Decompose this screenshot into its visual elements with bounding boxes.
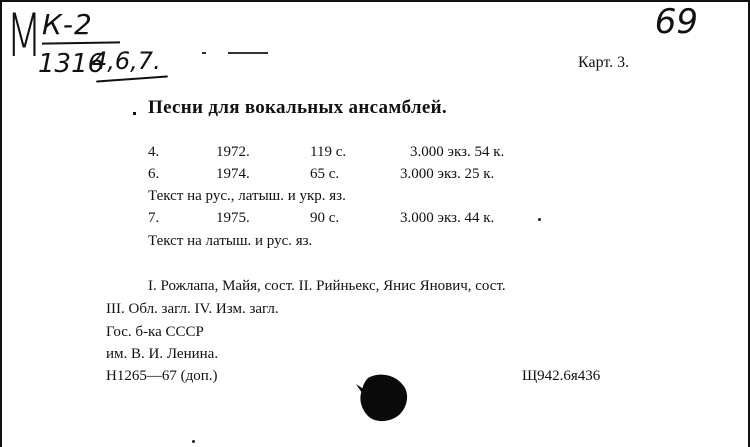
stray-dot xyxy=(192,440,195,443)
added-entries-line: I. Рожлапа, Майя, сост. II. Рийньекс, Янис Янович, сост. xyxy=(148,278,506,294)
edition-year: 1972. xyxy=(216,144,250,160)
added-entries-line: III. Обл. загл. IV. Изм. загл. xyxy=(106,301,279,317)
stray-dot xyxy=(538,218,541,221)
edition-pages: 119 с. xyxy=(310,144,347,160)
ink-blot xyxy=(354,370,414,426)
edition-run-price: 3.000 экз. 54 к. xyxy=(410,144,505,160)
handwritten-fraction-line xyxy=(42,41,120,44)
edition-year: 1975. xyxy=(216,210,250,226)
card-number: Карт. 3. xyxy=(578,54,630,71)
edition-row xyxy=(148,209,628,227)
library-name: им. В. И. Ленина. xyxy=(106,346,219,362)
handwritten-letter: М xyxy=(6,1,43,71)
dash-mark xyxy=(228,52,268,54)
edition-pages: 90 с. xyxy=(310,210,340,226)
language-note: Текст на рус., латыш. и укр. яз. xyxy=(148,188,346,204)
catalog-number: Н1265—67 (доп.) xyxy=(106,368,218,384)
edition-number: 7. xyxy=(148,210,160,226)
handwritten-page-number: 69 xyxy=(654,2,698,42)
handwritten-underline xyxy=(96,75,168,82)
edition-row xyxy=(148,143,628,161)
handwritten-editions: 4,6,7. xyxy=(92,47,161,75)
record-title: Песни для вокальных ансамблей. xyxy=(148,97,447,118)
edition-run-price: 3.000 экз. 25 к. xyxy=(400,166,495,182)
title-dot xyxy=(133,112,136,115)
edition-pages: 65 с. xyxy=(310,166,340,182)
edition-number: 6. xyxy=(148,166,160,182)
edition-year: 1974. xyxy=(216,166,250,182)
library-name: Гос. б-ка СССР xyxy=(106,324,204,340)
edition-run-price: 3.000 экз. 44 к. xyxy=(400,210,495,226)
language-note: Текст на латыш. и рус. яз. xyxy=(148,233,313,249)
dash-mark xyxy=(202,52,206,54)
handwritten-shelf-code: К-2 xyxy=(42,8,93,41)
classification-code: Щ942.6я436 xyxy=(522,368,601,384)
edition-number: 4. xyxy=(148,144,160,160)
edition-row xyxy=(148,165,628,183)
handwritten-number: 1316 xyxy=(38,49,105,79)
